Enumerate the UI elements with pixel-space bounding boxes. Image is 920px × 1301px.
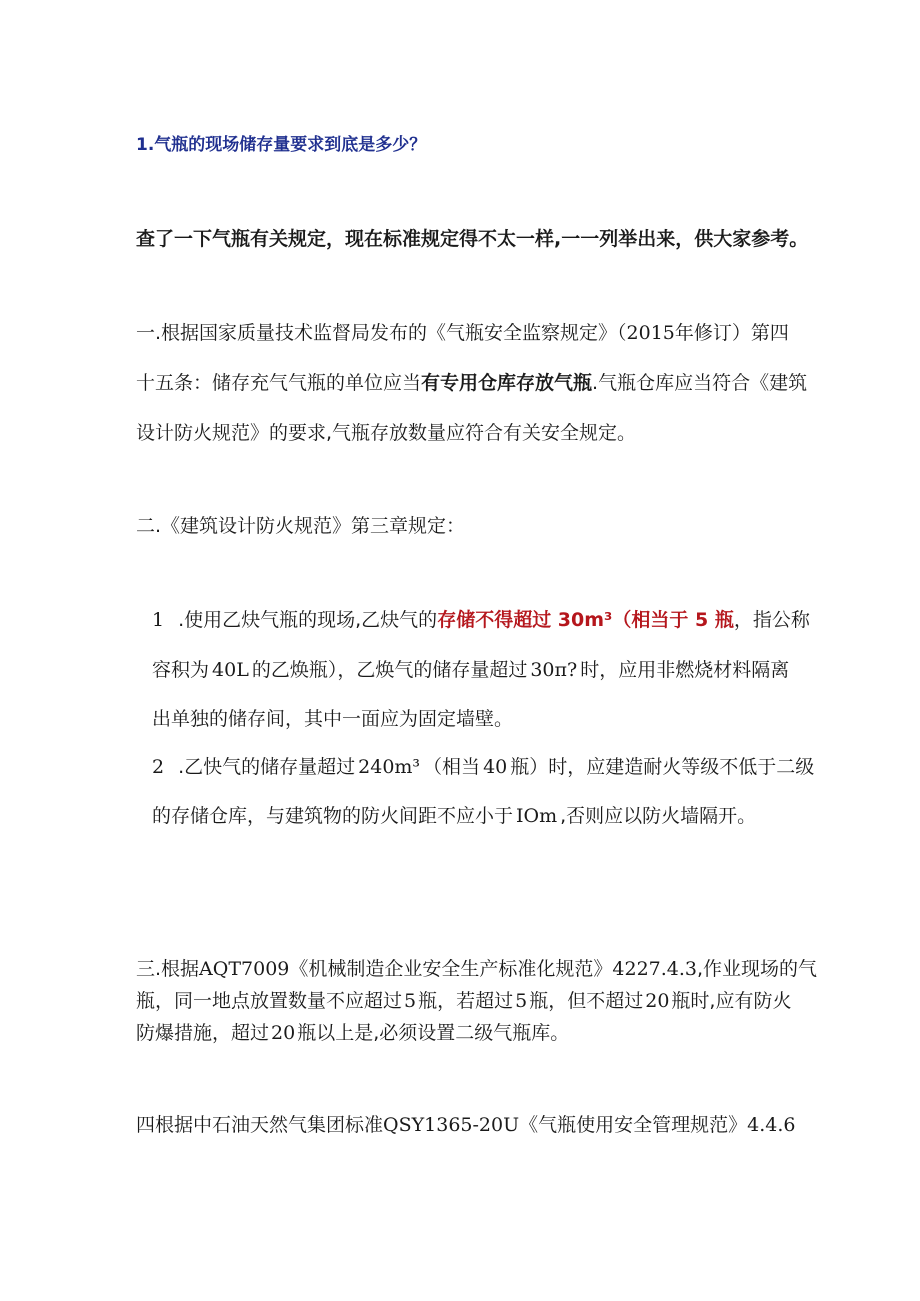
section-3-line-3: 防爆措施，超过 20 瓶以上是,必须设置二级气瓶库。 [136,1022,570,1044]
item-1-line-2: 容积为 40L 的乙焕瓶），乙焕气的储存量超过 30π? 时，应用非燃烧材料隔离 [152,659,790,681]
section-1-line-1: 一.根据国家质量技术监督局发布的《气瓶安全监察规定》（2015年修订）第四 [136,322,789,344]
item-2-line-1: 2 .乙快气的储存量超过 240m³ （相当 40 瓶）时，应建造耐火等级不低于二级 [152,756,815,778]
section-2-title: 二.《建筑设计防火规范》第三章规定： [136,515,466,537]
section-1-line-3: 设计防火规范》的要求,气瓶存放数量应符合有关安全规定。 [136,422,637,444]
intro-paragraph: 查了一下气瓶有关规定，现在标准规定得不太一样,一一列举出来，供大家参考。 [136,228,809,250]
section-3-line-1: 三.根据AQT7009《机械制造企业安全生产标准化规范》4227.4.3,作业现场的气 [136,958,818,980]
page-title: 1.气瓶的现场储存量要求到底是多少？ [136,135,427,155]
section-1-line-2: 十五条：储存充气气瓶的单位应当有专用仓库存放气瓶.气瓶仓库应当符合《建筑 [136,372,808,394]
item-2-line-2: 的存储仓库，与建筑物的防火间距不应小于 IOm ,否则应以防火墙隔开。 [152,805,757,827]
section-4-line-1: 四根据中石油天然气集团标准QSY1365-20U《气瓶使用安全管理规范》4.4.6 [136,1114,796,1136]
section-3-line-2: 瓶，同一地点放置数量不应超过 5 瓶，若超过 5 瓶，但不超过 20 瓶时,应有防火 [136,990,792,1012]
item-1-line-3: 出单独的储存间，其中一面应为固定墙壁。 [152,708,514,730]
item-1-line-1: 1 .使用乙炔气瓶的现场,乙炔气的存储不得超过 30m³（相当于 5 瓶，指公称 [152,609,810,631]
